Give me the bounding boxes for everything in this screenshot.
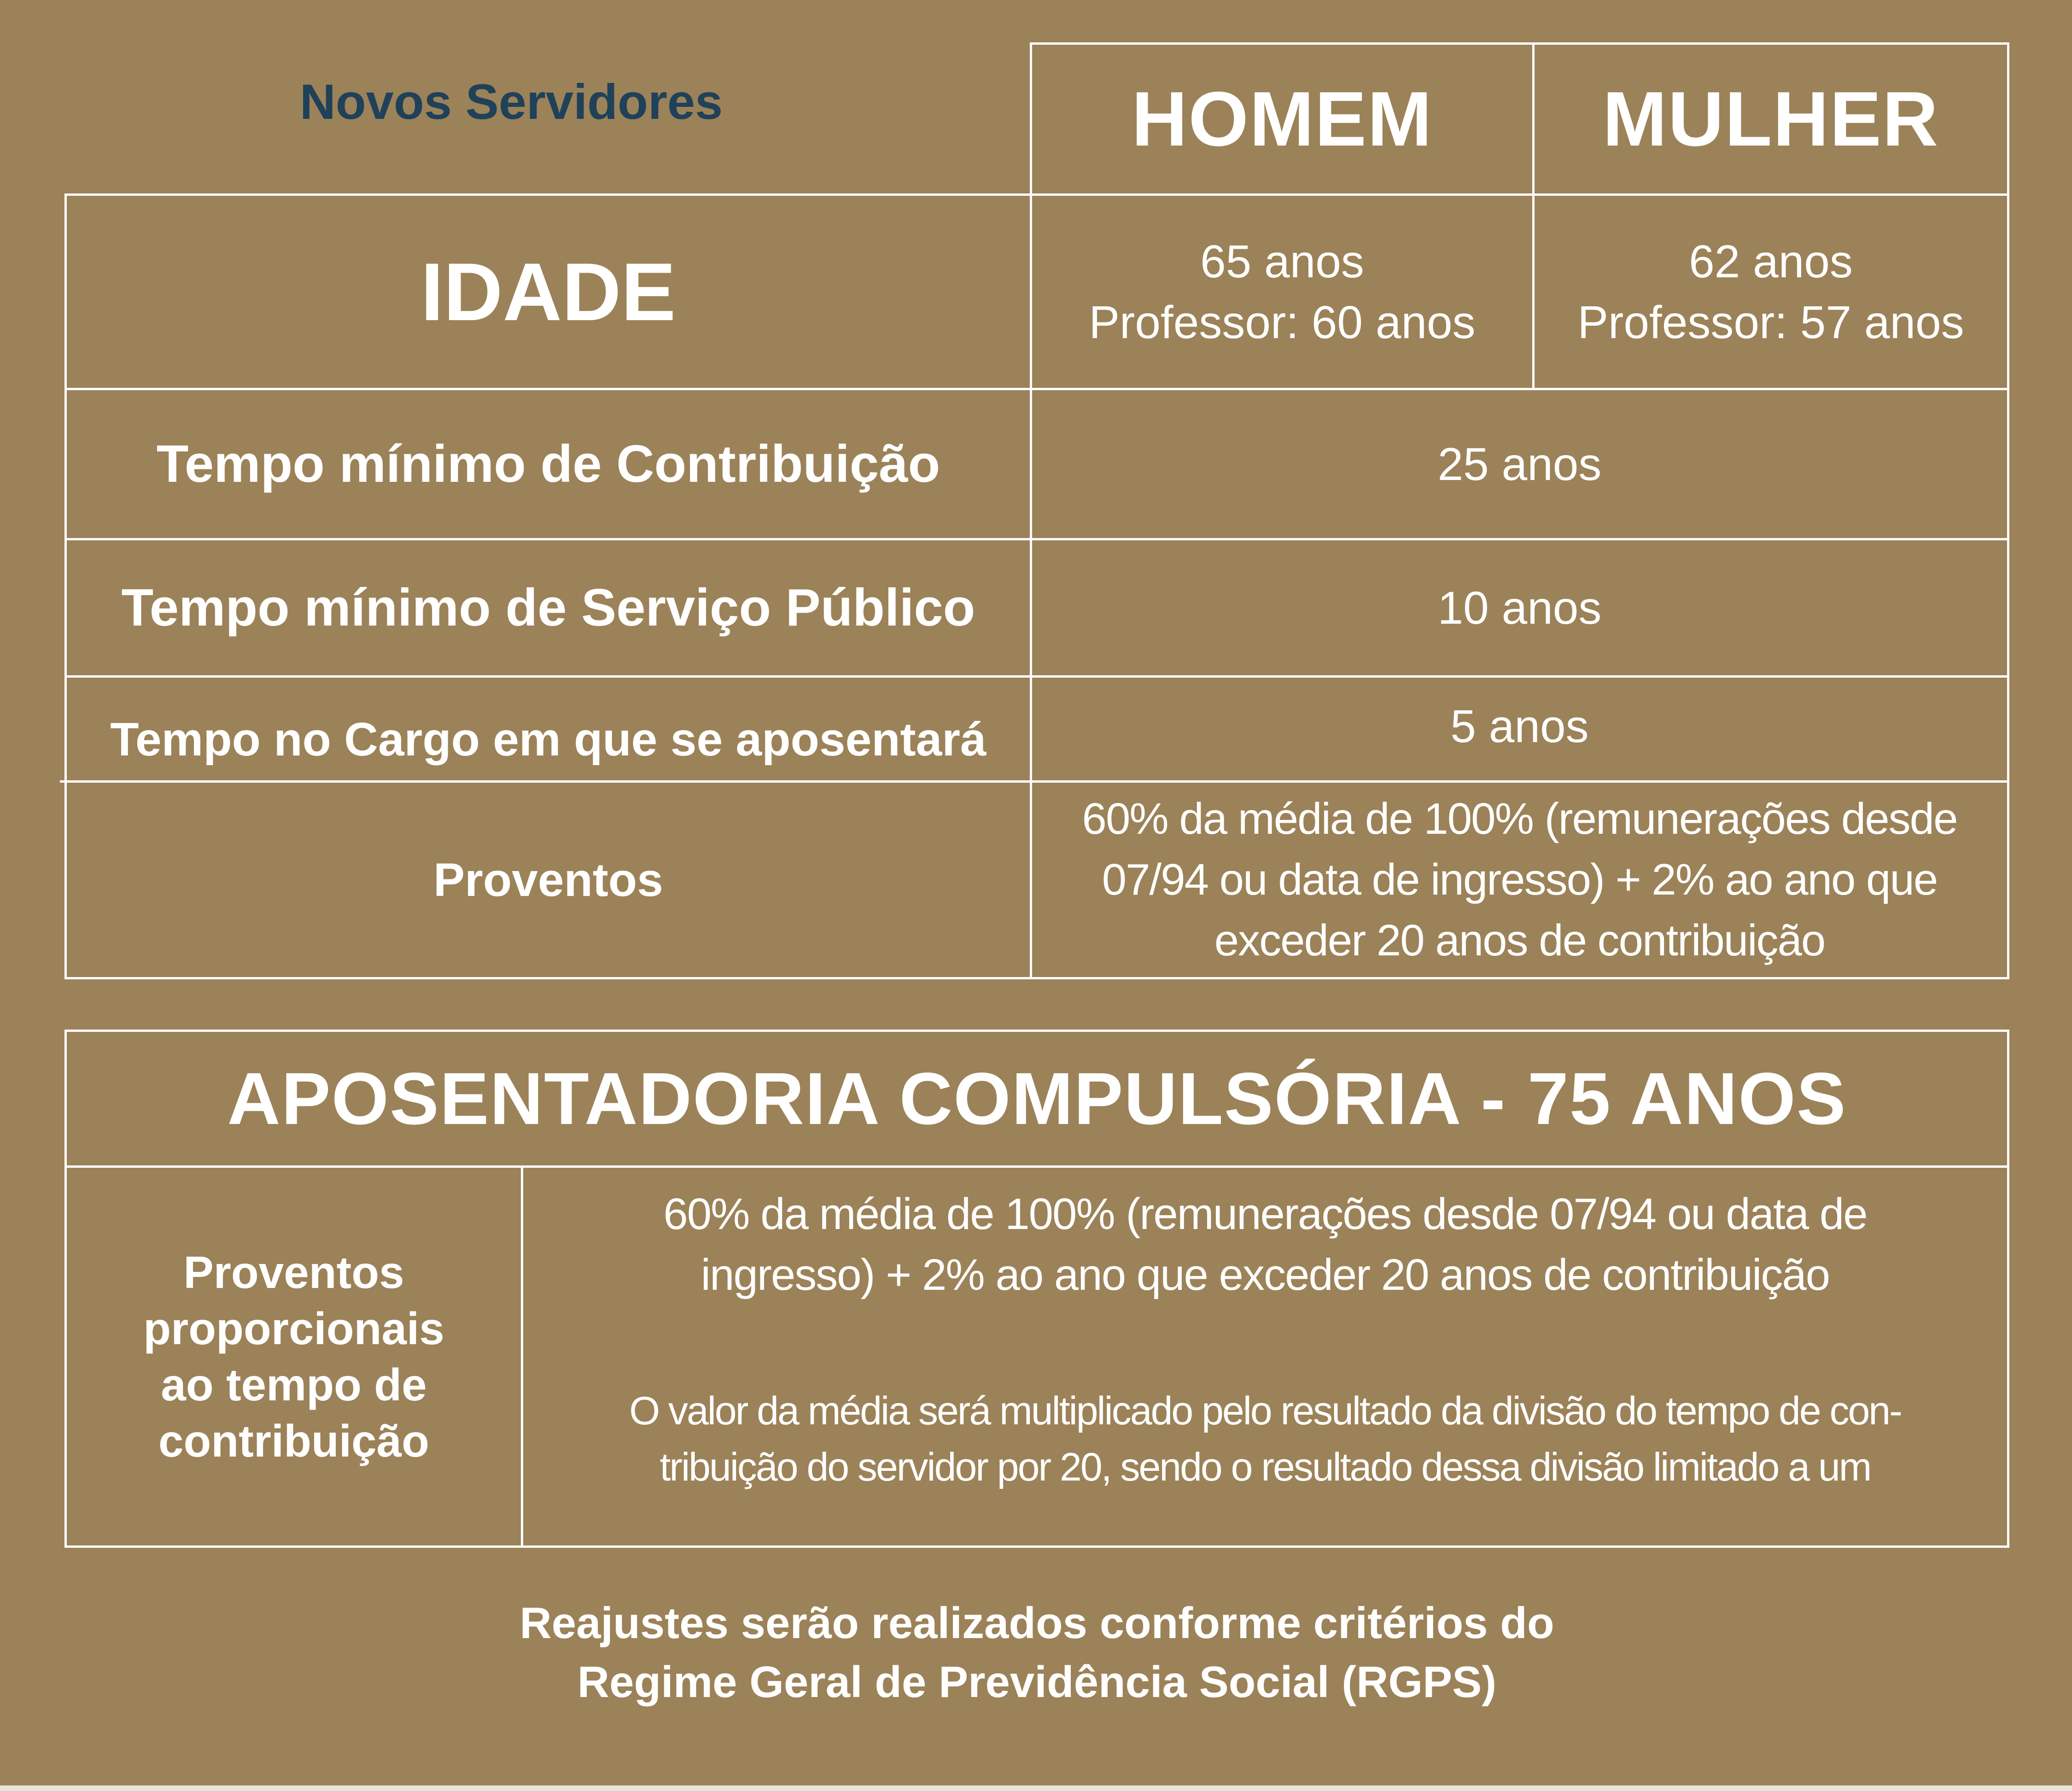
row-label-proventos: Proventos (433, 853, 663, 906)
compulsoria-title: APOSENTADORIA COMPULSÓRIA - 75 ANOS (227, 1057, 1847, 1140)
value-servico-publico: 10 anos (1437, 582, 1602, 634)
footer-note: Reajustes serão realizados conforme critérios do Regime Geral de Previdência Social (RGPS) (519, 1598, 1554, 1707)
idade-mulher: 62 anos Professor: 57 anos (1577, 235, 1964, 348)
compulsoria-value: 60% da média de 100% (remunerações desde 07/94 ou data de ingresso) + 2% ao ano que exceder 20 anos de contribuição (663, 1189, 1867, 1299)
row-label-idade: IDADE (420, 246, 676, 338)
value-cargo: 5 anos (1450, 701, 1589, 752)
row-label-cargo: Tempo no Cargo em que se aposentará (110, 713, 986, 766)
compulsoria-label: Proventos proporcionais ao tempo de contribuição (143, 1247, 444, 1466)
bottom-border (0, 1785, 2072, 1791)
value-proventos: 60% da média de 100% (remunerações desde 07/94 ou data de ingresso) + 2% ao ano que exceder 20 anos de contribuição (1082, 794, 1957, 965)
page-title: Novos Servidores (299, 73, 723, 129)
value-contribuicao: 25 anos (1437, 438, 1602, 490)
idade-homem: 65 anos Professor: 60 anos (1089, 235, 1476, 348)
row-label-servico-publico: Tempo mínimo de Serviço Público (121, 579, 975, 637)
compulsoria-note: O valor da média será multiplicado pelo resultado da divisão do tempo de con- tribuição do servidor por 20, sendo o resultado dessa divisão limitado a um (629, 1389, 1901, 1489)
column-header-mulher: MULHER (1602, 76, 1939, 162)
column-header-homem: HOMEM (1132, 76, 1433, 162)
row-label-contribuicao: Tempo mínimo de Contribuição (156, 435, 940, 493)
